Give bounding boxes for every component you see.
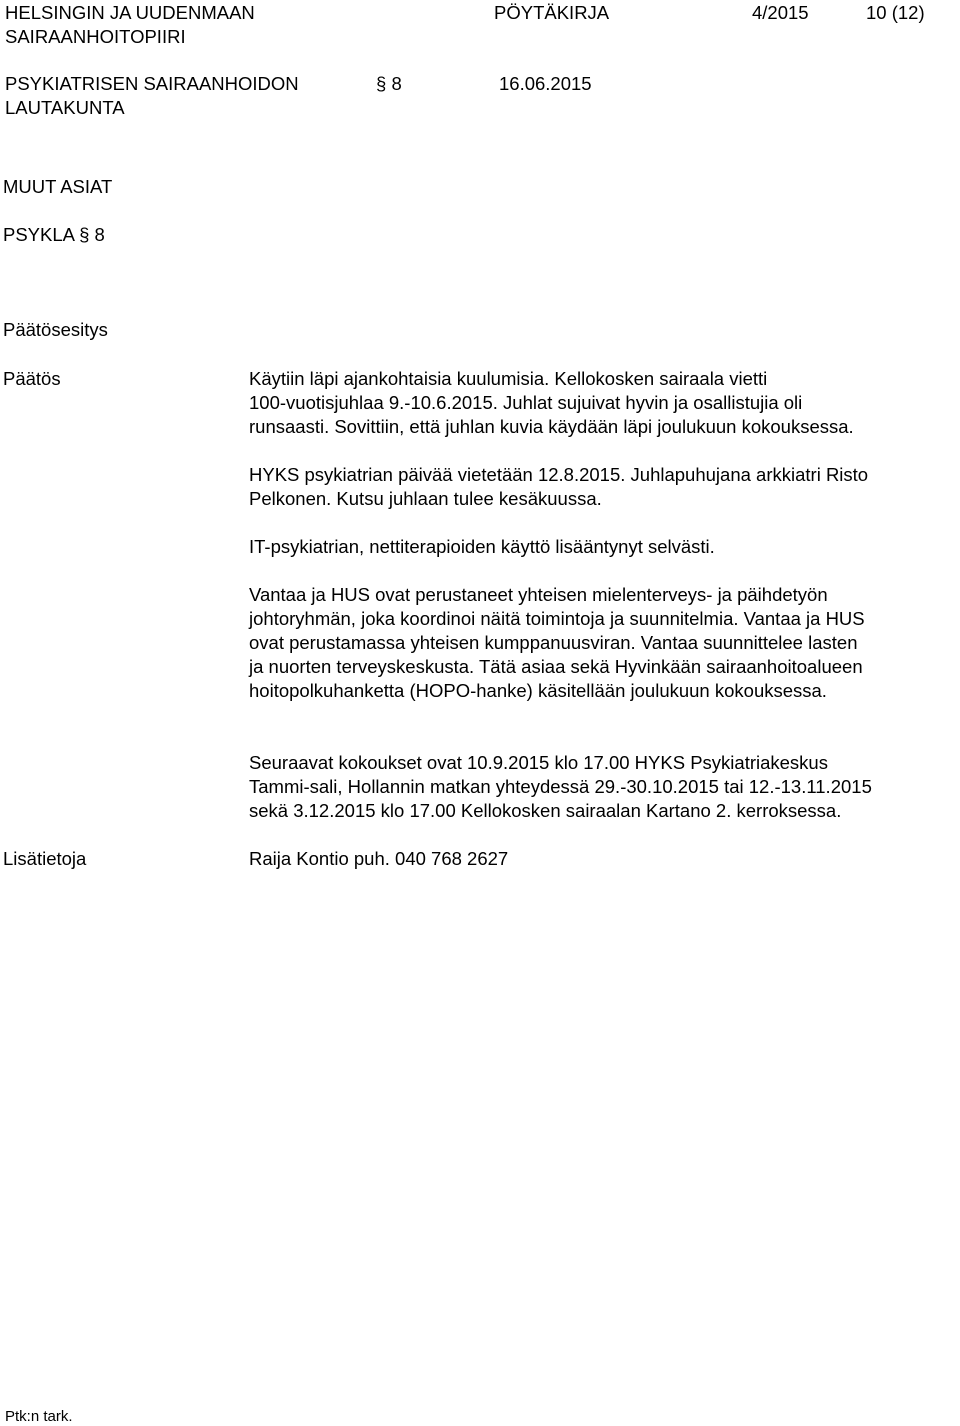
paragraph-line: Käytiin läpi ajankohtaisia kuulumisia. Kellokosken sairaala vietti bbox=[249, 368, 768, 389]
paragraph-line: Vantaa ja HUS ovat perustaneet yhteisen mielenterveys- ja päihdetyön bbox=[249, 584, 828, 605]
paragraph-line: Pelkonen. Kutsu juhlaan tulee kesäkuussa. bbox=[249, 488, 602, 509]
paragraph-line: sekä 3.12.2015 klo 17.00 Kellokosken sairaalan Kartano 2. kerroksessa. bbox=[249, 800, 842, 821]
paragraph-line: johtoryhmän, joka koordinoi näitä toimintoja ja suunnitelmia. Vantaa ja HUS bbox=[249, 608, 865, 629]
section-symbol: § bbox=[376, 73, 387, 94]
more-info-contact: Raija Kontio puh. 040 768 2627 bbox=[249, 848, 509, 869]
meeting-date: 16.06.2015 bbox=[499, 73, 592, 94]
decision-label: Päätös bbox=[3, 368, 61, 389]
org-name-line2: SAIRAANHOITOPIIRI bbox=[5, 26, 186, 47]
paragraph-line: ja nuorten terveyskeskusta. Tätä asiaa sekä Hyvinkään sairaanhoitoalueen bbox=[249, 656, 863, 677]
decision-paragraph-1 bbox=[249, 367, 854, 439]
decision-paragraph-5 bbox=[249, 751, 872, 823]
doc-type: PÖYTÄKIRJA bbox=[494, 2, 610, 23]
paragraph-line: runsaasti. Sovittiin, että juhlan kuvia käydään läpi joulukuun kokouksessa. bbox=[249, 416, 854, 437]
paragraph-line: IT-psykiatrian, nettiterapioiden käyttö lisääntynyt selvästi. bbox=[249, 536, 715, 557]
section-subtitle: PSYKLA § 8 bbox=[3, 224, 105, 245]
paragraph-line: hoitopolkuhanketta (HOPO-hanke) käsitellään joulukuun kokouksessa. bbox=[249, 680, 827, 701]
proposal-label: Päätösesitys bbox=[3, 319, 108, 340]
page-number: 10 (12) bbox=[866, 2, 925, 23]
paragraph-line: 100-vuotisjuhlaa 9.-10.6.2015. Juhlat sujuivat hyvin ja osallistujia oli bbox=[249, 392, 803, 413]
paragraph-line: Seuraavat kokoukset ovat 10.9.2015 klo 17.00 HYKS Psykiatriakeskus bbox=[249, 752, 828, 773]
footer-check-label: Ptk:n tark. bbox=[5, 1408, 73, 1425]
board-name-line2: LAUTAKUNTA bbox=[5, 97, 125, 118]
paragraph-line: HYKS psykiatrian päivää vietetään 12.8.2015. Juhlapuhujana arkkiatri Risto bbox=[249, 464, 869, 485]
org-name-line1: HELSINGIN JA UUDENMAAN bbox=[5, 2, 255, 23]
paragraph-line: Tammi-sali, Hollannin matkan yhteydessä 29.-30.10.2015 tai 12.-13.11.2015 bbox=[249, 776, 872, 797]
decision-paragraph-4 bbox=[249, 583, 865, 703]
paragraph-line: ovat perustamassa yhteisen kumppanuusviran. Vantaa suunnittelee lasten bbox=[249, 632, 858, 653]
section-title: MUUT ASIAT bbox=[3, 176, 113, 197]
header-section bbox=[376, 72, 402, 96]
section-number: 8 bbox=[391, 73, 402, 94]
decision-paragraph-3 bbox=[249, 535, 715, 559]
doc-number: 4/2015 bbox=[752, 2, 809, 23]
more-info-label: Lisätietoja bbox=[3, 848, 87, 869]
decision-paragraph-2 bbox=[249, 463, 868, 511]
board-name-line1: PSYKIATRISEN SAIRAANHOIDON bbox=[5, 73, 299, 94]
